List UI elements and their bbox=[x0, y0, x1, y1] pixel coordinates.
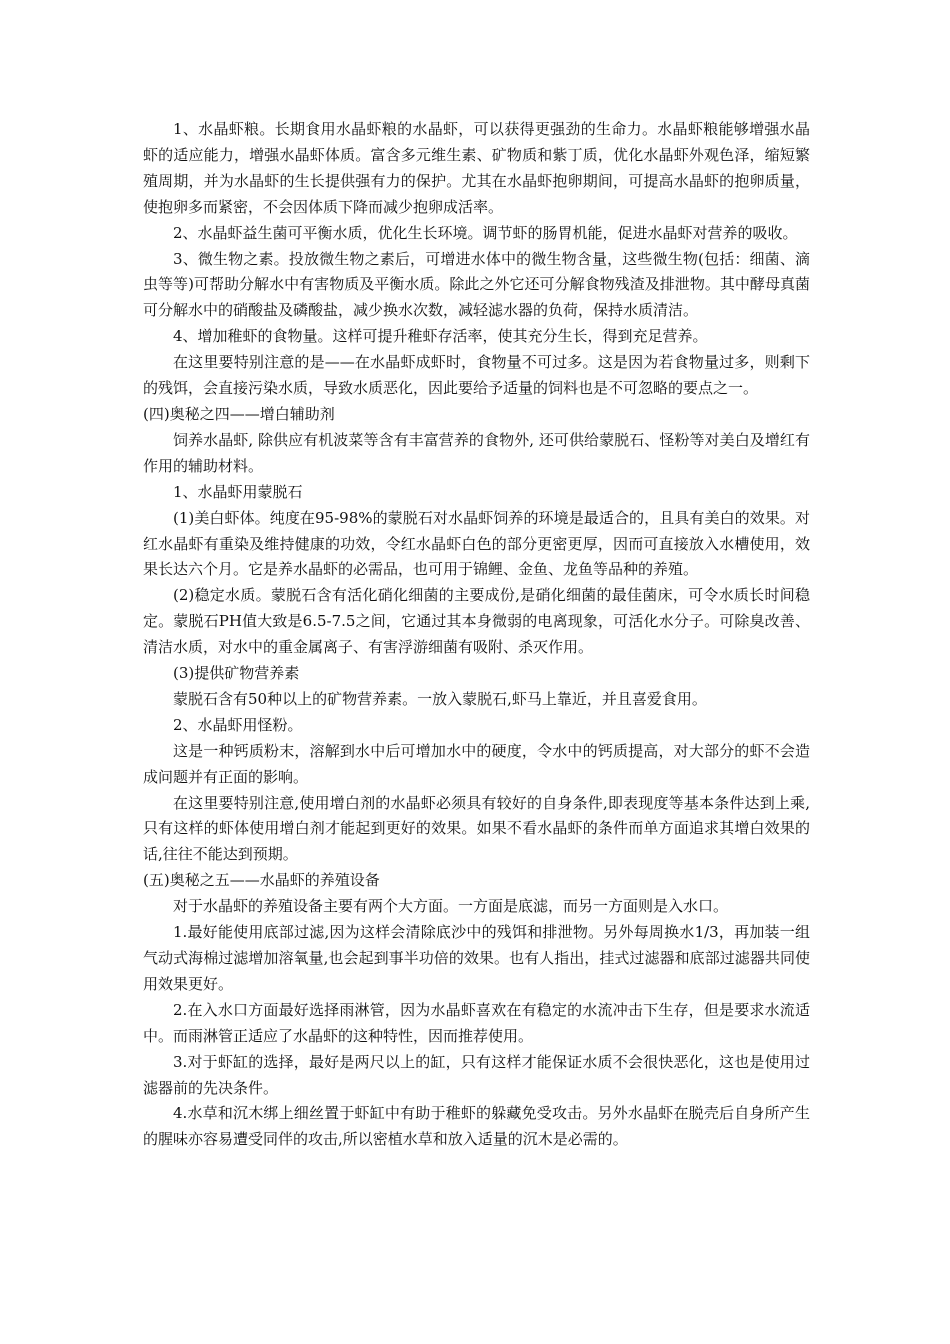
paragraph-stable-water: (2)稳定水质。蒙脱石含有活化硝化细菌的主要成份,是硝化细菌的最佳菌床，可令水质长时间稳定。蒙脱石PH值大致是6.5-7.5之间，它通过其本身微弱的电离现象，可活化水分子。可除臭改善、清洁水质，对水中的重金属离子、有害浮游细菌有吸附、杀灭作用。 bbox=[143, 586, 810, 657]
paragraph-microorganism: 3、微生物之素。投放微生物之素后，可增进水体中的微生物含量，这些微生物(包括：细菌、滴虫等等)可帮助分解水中有害物质及平衡水质。除此之外它还可分解食物残渣及排泄物。其中酵母真菌可分解水中的硝酸盐及磷酸盐，减少换水次数，减轻滤水器的负荷，保持水质清洁。 bbox=[143, 249, 810, 320]
paragraph-calcium-title: 2、水晶虾用怪粉。 bbox=[173, 715, 303, 734]
document-body bbox=[143, 117, 810, 1153]
paragraph-calcium-body: 这是一种钙质粉末，溶解到水中后可增加水中的硬度，令水中的钙质提高，对大部分的虾不会造成问题并有正面的影响。 bbox=[143, 741, 810, 786]
paragraph-whitener-note: 在这里要特别注意,使用增白剂的水晶虾必须具有较好的自身条件,即表现度等基本条件达到上乘,只有这样的虾体使用增白剂才能起到更好的效果。如果不看水晶虾的条件而单方面追求其增白效果的话,往往不能达到预期。 bbox=[143, 793, 810, 864]
paragraph-whitening-body: (1)美白虾体。纯度在95-98%的蒙脱石对水晶虾饲养的环境是最适合的，且具有美白的效果。对红水晶虾有重染及维持健康的功效，令红水晶虾白色的部分更密更厚，因而可直接放入水槽使用，效果长达六个月。它是养水晶虾的必需品，也可用于锦鲤、金鱼、龙鱼等品种的养殖。 bbox=[143, 508, 810, 579]
paragraph-mineral-title: (3)提供矿物营养素 bbox=[173, 664, 300, 683]
paragraph-rain-pipe: 2.在入水口方面最好选择雨淋管，因为水晶虾喜欢在有稳定的水流冲击下生存，但是要求水流适中。而雨淋管正适应了水晶虾的这种特性，因而推荐使用。 bbox=[143, 1000, 810, 1045]
paragraph-equipment-intro: 对于水晶虾的养殖设备主要有两个大方面。一方面是底滤，而另一方面则是入水口。 bbox=[173, 897, 729, 916]
paragraph-whitening-intro: 饲养水晶虾, 除供应有机波菜等含有丰富营养的食物外, 还可供给蒙脱石、怪粉等对美白及增红有作用的辅助材料。 bbox=[143, 430, 810, 475]
paragraph-shrimp-food: 1、水晶虾粮。长期食用水晶虾粮的水晶虾，可以获得更强劲的生命力。水晶虾粮能够增强水晶虾的适应能力，增强水晶虾体质。富含多元维生素、矿物质和紫丁质，优化水晶虾外观色泽，缩短繁殖周期，并为水晶虾的生长提供强有力的保护。尤其在水晶虾抱卵期间，可提高水晶虾的抱卵质量，使抱卵多而紧密，不会因体质下降而减少抱卵成活率。 bbox=[143, 120, 810, 216]
paragraph-food-note: 在这里要特别注意的是——在水晶虾成虾时，食物量不可过多。这是因为若食物量过多，则剩下的残饵，会直接污染水质，导致水质恶化，因此要给予适量的饲料也是不可忽略的要点之一。 bbox=[143, 353, 810, 398]
paragraph-montmorillonite-title: 1、水晶虾用蒙脱石 bbox=[173, 482, 303, 501]
paragraph-juvenile-food: 4、增加稚虾的食物量。这样可提升稚虾存活率，使其充分生长，得到充足营养。 bbox=[173, 327, 708, 346]
section-heading-4: (四)奥秘之四——增白辅助剂 bbox=[143, 404, 335, 423]
paragraph-bottom-filter: 1.最好能使用底部过滤,因为这样会清除底沙中的残饵和排泄物。另外每周换水1/3，再加装一组气动式海棉过滤增加溶氧量,也会起到事半功倍的效果。也有人指出，挂式过滤器和底部过滤器共同使用效果更好。 bbox=[143, 923, 810, 993]
section-heading-5: (五)奥秘之五——水晶虾的养殖设备 bbox=[143, 871, 380, 890]
paragraph-plants-wood: 4.水草和沉木绑上细丝置于虾缸中有助于稚虾的躲藏免受攻击。另外水晶虾在脱壳后自身所产生的腥味亦容易遭受同伴的攻击,所以密植水草和放入适量的沉木是必需的。 bbox=[143, 1104, 810, 1149]
paragraph-mineral-body: 蒙脱石含有50种以上的矿物营养素。一放入蒙脱石,虾马上靠近，并且喜爱食用。 bbox=[173, 689, 707, 708]
paragraph-tank-choice: 3.对于虾缸的选择，最好是两尺以上的缸，只有这样才能保证水质不会很快恶化，这也是使用过滤器前的先决条件。 bbox=[143, 1052, 810, 1097]
paragraph-probiotics: 2、水晶虾益生菌可平衡水质，优化生长环境。调节虾的肠胃机能，促进水晶虾对营养的吸收。 bbox=[173, 223, 798, 242]
